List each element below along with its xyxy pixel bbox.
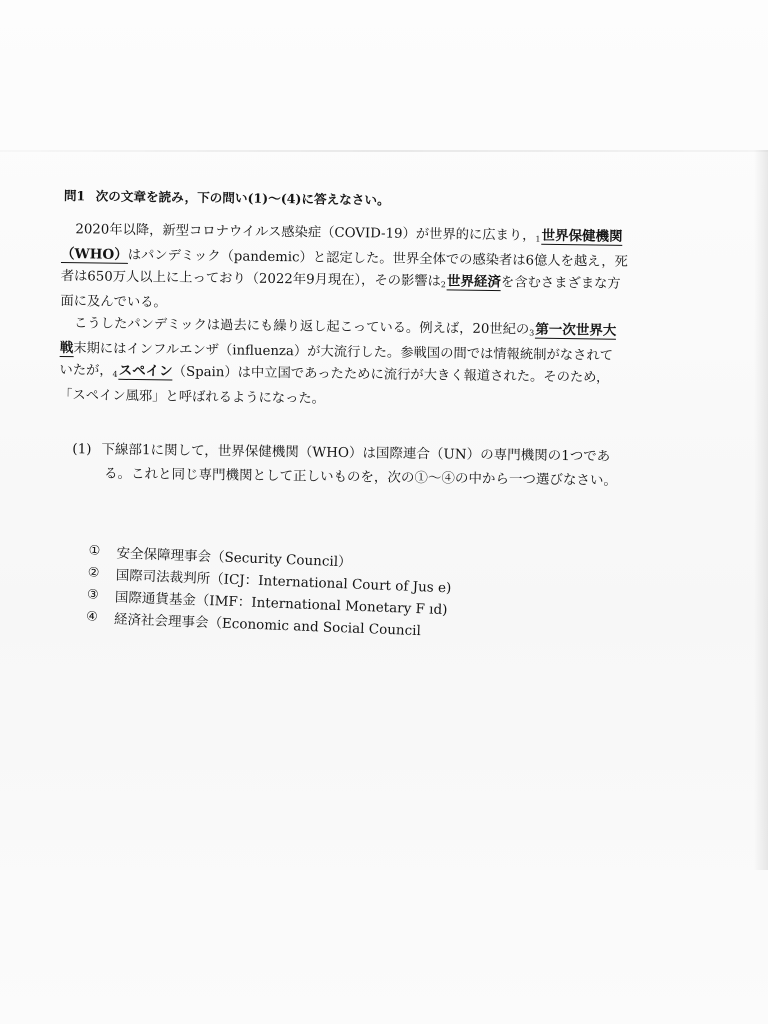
document-content <box>56 188 752 640</box>
option-number: ③ <box>86 586 99 603</box>
underline-marker-1: 1 <box>535 234 541 244</box>
paper-edge-right <box>754 150 768 870</box>
answer-options <box>86 539 747 652</box>
underline-marker-4: 4 <box>112 369 118 379</box>
underlined-who-abbrev: （WHO） <box>60 245 128 263</box>
paper-edge-top <box>0 150 768 152</box>
passage <box>59 219 752 417</box>
subquestion-number: (1) <box>72 441 92 458</box>
passage-line: 2020年以降，新型コロナウイルス感染症（COVID-19）が世界的に広まり，$_1$世界保健機関 <box>75 222 623 245</box>
underline-marker-2: 2 <box>440 280 446 290</box>
option-text: 安全保障理事会（Security Council） <box>116 545 352 571</box>
passage-line: 面に及んでいる。 <box>60 293 167 311</box>
subquestion-line: (1) 下線部1に関して，世界保健機関（WHO）は国際連合（UN）の専門機関の1つであ <box>72 441 611 465</box>
option-number: ④ <box>85 608 99 625</box>
subquestion-line: る。これと同じ専門機関として正しいものを，次の①〜④の中から一つ選びなさい。 <box>103 465 618 489</box>
passage-line: いたが，$_4$スペイン（Spain）は中立国であったために流行が大きく報道された。そのため， <box>59 362 610 386</box>
question-instruction: 次の文章を読み，下の問い(1)〜(4)に答えなさい。 <box>95 188 390 208</box>
subquestion-1 <box>72 437 749 494</box>
underlined-ww1-cont: 戦 <box>59 339 74 357</box>
option-number: ② <box>87 564 100 581</box>
question-label: 問1 <box>63 188 86 204</box>
underlined-who: 世界保健機関 <box>541 227 623 245</box>
underline-marker-3: 3 <box>529 328 535 338</box>
option-text: 国際司法裁判所（ICJ：International Court of Jus e) <box>115 567 452 597</box>
passage-line: 者は650万人以上に上っており（2022年9月現在），その影響は$_2$世界経済を含むさまざまな方 <box>60 268 621 292</box>
passage-line: 戦末期にはインフルエンザ（influenza）が大流行した。参戦国の間では情報統制がなされて <box>59 339 614 364</box>
passage-line: 「スペイン風邪」と呼ばれるようになった。 <box>58 387 326 407</box>
option-number: ① <box>88 542 101 559</box>
underlined-ww1: 第一次世界大 <box>535 321 617 339</box>
passage-line: （WHO）はパンデミック（pandemic）と認定した。世界全体での感染者は6億人を越え，死 <box>60 245 628 270</box>
question-title <box>64 188 752 214</box>
option-text: 国際通貨基金（IMF：International Monetary F ıd) <box>114 589 448 619</box>
underlined-spain: スペイン <box>118 362 173 380</box>
option-text: 経済社会理事会（Economic and Social Council <box>113 611 422 640</box>
passage-line: こうしたパンデミックは過去にも繰り返し起こっている。例えば，20世紀の$_3$第一次世界大 <box>74 316 617 339</box>
underlined-world-economy: 世界経済 <box>446 273 502 291</box>
